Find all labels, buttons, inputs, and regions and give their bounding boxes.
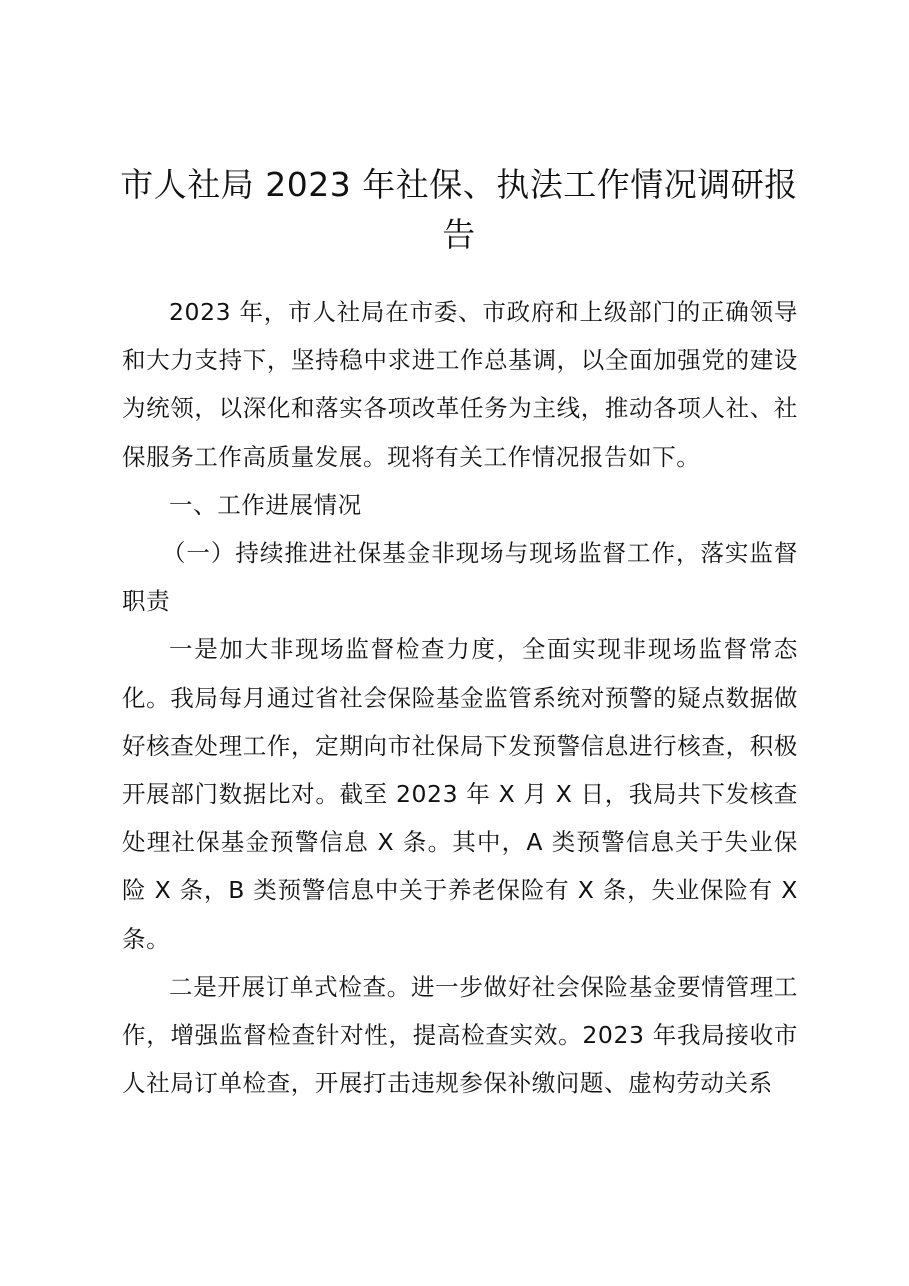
document-title: 市人社局 2023 年社保、执法工作情况调研报告 — [120, 165, 798, 254]
body-paragraph-1: 一是加大非现场监督检查力度，全面实现非现场监督常态化。我局每月通过省社会保险基金监管系统对预警的疑点数据做好核查处理工作，定期向市社保局下发预警信息进行核查，积极开展部门数据比对。截至 2023 年 X 月 X 日，我局共下发核查处理社保基金预警信息 X 条。其中，A 类预警信息关于失业保险 X 条，B 类预警信息中关于养老保险有 X 条，失业保险有 X 条。 — [122, 635, 798, 953]
section-heading: 一、工作进展情况 — [169, 490, 362, 519]
body-paragraph-2: 二是开展订单式检查。进一步做好社会保险基金要情管理工作，增强监督检查针对性，提高检查实效。2023 年我局接收市人社局订单检查，开展打击违规参保补缴问题、虚构劳动关系 — [122, 972, 798, 1098]
subsection-heading: （一）持续推进社保基金非现场与现场监督工作，落实监督职责 — [122, 539, 798, 616]
document-body — [122, 288, 798, 1107]
intro-paragraph: 2023 年，市人社局在市委、市政府和上级部门的正确领导和大力支持下，坚持稳中求进工作总基调，以全面加强党的建设为统领，以深化和落实各项改革任务为主线，推动各项人社、社保服务工作高质量发展。现将有关工作情况报告如下。 — [122, 298, 798, 471]
